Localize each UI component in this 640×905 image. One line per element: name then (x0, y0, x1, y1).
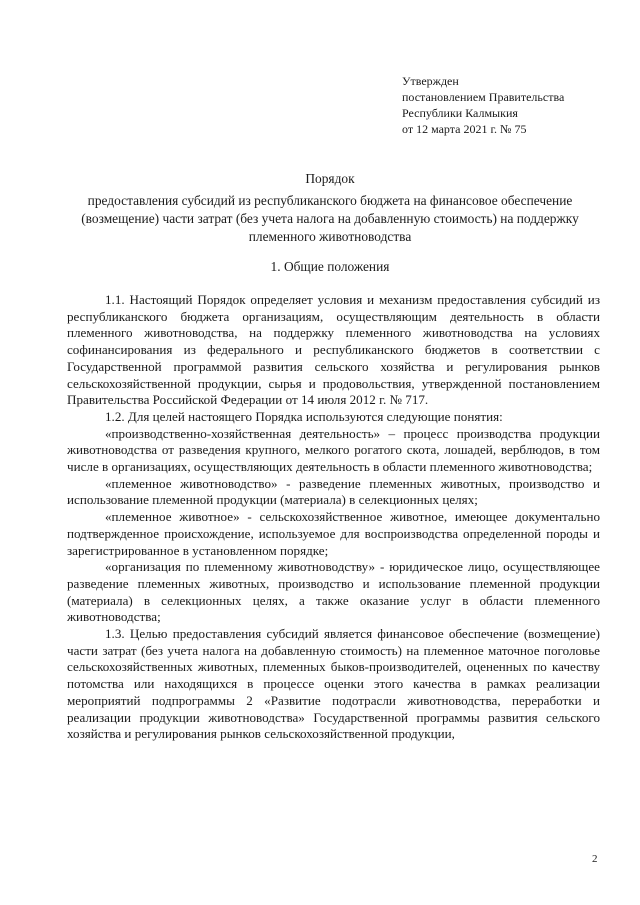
definition-breeding-animal: «племенное животное» - сельскохозяйственное животное, имеющее документально подтвержденное происхождение, используемое для воспроизводства определенной породы и зарегистрированное в установленном порядке; (67, 509, 600, 558)
document-title (60, 170, 600, 246)
section-heading: 1. Общие положения (270, 259, 390, 274)
document-body (67, 292, 600, 743)
approval-line-republic: Республики Калмыкия (402, 106, 518, 120)
page-number: 2 (592, 853, 598, 865)
paragraph-1-2: 1.2. Для целей настоящего Порядка используются следующие понятия: (105, 408, 503, 424)
approval-stamp (402, 73, 564, 137)
paragraph-1-3: 1.3. Целью предоставления субсидий является финансовое обеспечение (возмещение) части затрат (без учета налога на добавленную стоимость) на племенное маточное поголовье сельскохозяйственных животных, племенных быков-производителей, оцененных по качеству потомства или находящихся в процессе оценки этого качества в рамках реализации мероприятий подпрограммы 2 «Развитие подотрасли животноводства, переработки и реализации продукции животноводства» Государственной программы развития сельского хозяйства и регулирования рынков сельскохозяйственной продукции, (67, 626, 600, 742)
approval-line-date: от 12 марта 2021 г. № 75 (402, 122, 527, 136)
paragraph-1-1: 1.1. Настоящий Порядок определяет условия и механизм предоставления субсидий из республиканского бюджета организациям, осуществляющим деятельность в области племенного животноводства, на поддержку племенного животноводства на условиях софинансирования из федерального и республиканского бюджетов в соответствии с Государственной программой развития сельского хозяйства и регулирования рынков сельскохозяйственной продукции, сырья и продовольствия, утвержденной постановлением Правительства Российской Федерации от 14 июля 2012 г. № 717. (67, 292, 600, 408)
approval-line-resolution: постановлением Правительства (402, 90, 565, 104)
definition-breeding: «племенное животноводство» - разведение племенных животных, производство и использование племенной продукции (материала) в селекционных целях; (67, 475, 600, 508)
approval-line-approved: Утвержден (402, 74, 459, 88)
title-heading: Порядок (305, 171, 355, 186)
title-subtitle: предоставления субсидий из республиканского бюджета на финансовое обеспечение (возмещение) части затрат (без учета налога на добавленную стоимость) на поддержку племенного животноводства (81, 193, 579, 244)
definition-production-activity: «производственно-хозяйственная деятельность» – процесс производства продукции животноводства от разведения крупного, мелкого рогатого скота, лошадей, верблюдов, в том числе в организациях, осуществляющих деятельность в области племенного животноводства; (67, 425, 600, 475)
definition-breeding-organization: «организация по племенному животноводству» - юридическое лицо, осуществляющее разведение племенных животных, производство и использование племенной продукции (материала) в селекционных целях, а также оказание услуг в области племенного животноводства; (67, 559, 600, 625)
